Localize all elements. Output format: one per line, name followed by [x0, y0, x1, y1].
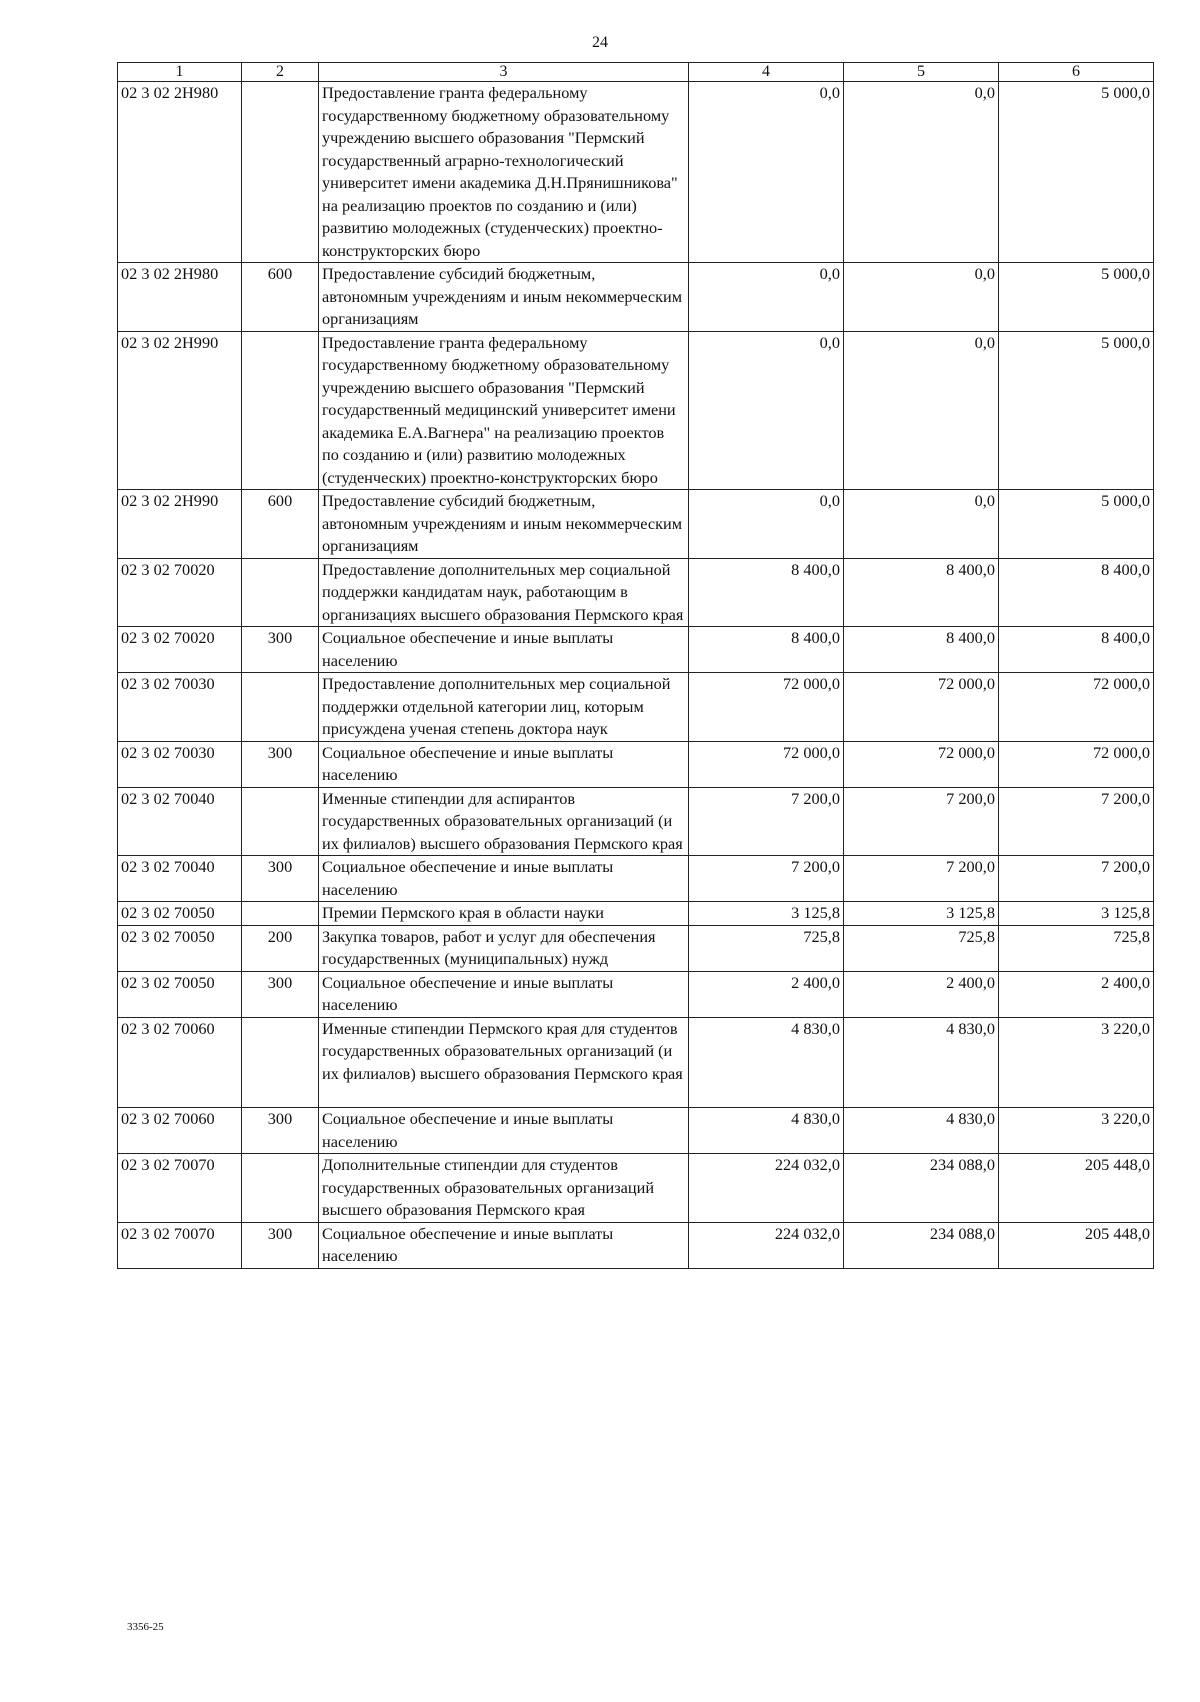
cell-value-6: 205 448,0 [999, 1222, 1154, 1268]
cell-code: 02 3 02 70050 [118, 902, 242, 926]
cell-value-6: 72 000,0 [999, 741, 1154, 787]
cell-value-4: 224 032,0 [689, 1154, 844, 1223]
cell-value-6: 3 220,0 [999, 1017, 1154, 1108]
cell-expense-type [242, 902, 319, 926]
cell-value-6: 205 448,0 [999, 1154, 1154, 1223]
cell-value-6: 7 200,0 [999, 787, 1154, 856]
table-row [118, 787, 1154, 856]
cell-expense-type [242, 787, 319, 856]
cell-value-4: 8 400,0 [689, 558, 844, 627]
cell-expense-type: 300 [242, 1108, 319, 1154]
cell-code: 02 3 02 70050 [118, 971, 242, 1017]
cell-description: Премии Пермского края в области науки [319, 902, 689, 926]
cell-value-5: 4 830,0 [844, 1017, 999, 1108]
table-row [118, 263, 1154, 332]
cell-code: 02 3 02 70020 [118, 627, 242, 673]
cell-expense-type: 300 [242, 627, 319, 673]
cell-value-5: 0,0 [844, 82, 999, 263]
table-row [118, 82, 1154, 263]
column-header-6: 6 [999, 63, 1154, 82]
budget-table [117, 62, 1154, 1269]
cell-value-5: 7 200,0 [844, 787, 999, 856]
cell-expense-type [242, 331, 319, 490]
page-number: 24 [592, 34, 608, 51]
cell-expense-type [242, 82, 319, 263]
cell-value-4: 72 000,0 [689, 673, 844, 742]
cell-value-5: 7 200,0 [844, 856, 999, 902]
cell-value-6: 725,8 [999, 925, 1154, 971]
cell-value-5: 8 400,0 [844, 558, 999, 627]
table-row [118, 902, 1154, 926]
cell-expense-type: 200 [242, 925, 319, 971]
cell-code: 02 3 02 2Н980 [118, 82, 242, 263]
cell-value-6: 5 000,0 [999, 263, 1154, 332]
table-row [118, 1017, 1154, 1108]
cell-description: Дополнительные стипендии для студентов государственных образовательных организаций высшего образования Пермского края [319, 1154, 689, 1223]
cell-value-6: 2 400,0 [999, 971, 1154, 1017]
cell-description: Предоставление субсидий бюджетным, автономным учреждениям и иным некоммерческим организациям [319, 490, 689, 559]
cell-value-6: 8 400,0 [999, 558, 1154, 627]
cell-description: Предоставление гранта федеральному государственному бюджетному образовательному учреждению высшего образования "Пермский государственный медицинский университет имени академика Е.А.Вагнера" на реализацию проектов по созданию и (или) развитию молодежных (студенческих) проектно-конструкторских бюро [319, 331, 689, 490]
table-row [118, 627, 1154, 673]
cell-code: 02 3 02 70040 [118, 787, 242, 856]
cell-description: Социальное обеспечение и иные выплаты населению [319, 741, 689, 787]
cell-code: 02 3 02 70070 [118, 1154, 242, 1223]
cell-expense-type [242, 1017, 319, 1108]
cell-value-4: 7 200,0 [689, 856, 844, 902]
cell-code: 02 3 02 70030 [118, 741, 242, 787]
column-header-5: 5 [844, 63, 999, 82]
cell-expense-type: 300 [242, 741, 319, 787]
cell-expense-type: 600 [242, 263, 319, 332]
cell-value-5: 4 830,0 [844, 1108, 999, 1154]
cell-description: Предоставление дополнительных мер социальной поддержки отдельной категории лиц, которым присуждена ученая степень доктора наук [319, 673, 689, 742]
cell-description: Социальное обеспечение и иные выплаты населению [319, 627, 689, 673]
table-row [118, 490, 1154, 559]
cell-value-4: 8 400,0 [689, 627, 844, 673]
table-row [118, 856, 1154, 902]
table-row [118, 673, 1154, 742]
cell-value-4: 3 125,8 [689, 902, 844, 926]
cell-code: 02 3 02 70070 [118, 1222, 242, 1268]
cell-value-5: 72 000,0 [844, 673, 999, 742]
cell-value-4: 4 830,0 [689, 1017, 844, 1108]
table-row [118, 971, 1154, 1017]
cell-value-5: 8 400,0 [844, 627, 999, 673]
cell-code: 02 3 02 2Н980 [118, 263, 242, 332]
column-header-4: 4 [689, 63, 844, 82]
cell-description: Социальное обеспечение и иные выплаты населению [319, 1222, 689, 1268]
cell-value-5: 234 088,0 [844, 1222, 999, 1268]
cell-value-5: 0,0 [844, 490, 999, 559]
cell-description: Именные стипендии Пермского края для студентов государственных образовательных организаций (и их филиалов) высшего образования Пермского края [319, 1017, 689, 1108]
cell-code: 02 3 02 70050 [118, 925, 242, 971]
cell-code: 02 3 02 70030 [118, 673, 242, 742]
table-row [118, 331, 1154, 490]
cell-code: 02 3 02 70060 [118, 1108, 242, 1154]
cell-code: 02 3 02 70020 [118, 558, 242, 627]
cell-expense-type [242, 558, 319, 627]
cell-expense-type: 300 [242, 1222, 319, 1268]
cell-value-5: 725,8 [844, 925, 999, 971]
cell-value-6: 7 200,0 [999, 856, 1154, 902]
cell-value-6: 72 000,0 [999, 673, 1154, 742]
cell-value-6: 5 000,0 [999, 490, 1154, 559]
cell-value-6: 3 220,0 [999, 1108, 1154, 1154]
column-header-2: 2 [242, 63, 319, 82]
cell-value-4: 224 032,0 [689, 1222, 844, 1268]
cell-expense-type: 300 [242, 971, 319, 1017]
cell-expense-type [242, 673, 319, 742]
cell-description: Социальное обеспечение и иные выплаты населению [319, 1108, 689, 1154]
cell-code: 02 3 02 70060 [118, 1017, 242, 1108]
cell-value-4: 4 830,0 [689, 1108, 844, 1154]
table-row [118, 1108, 1154, 1154]
cell-value-4: 7 200,0 [689, 787, 844, 856]
table-row [118, 741, 1154, 787]
table-row [118, 1222, 1154, 1268]
cell-value-4: 0,0 [689, 82, 844, 263]
cell-description: Социальное обеспечение и иные выплаты населению [319, 856, 689, 902]
cell-value-4: 2 400,0 [689, 971, 844, 1017]
cell-value-4: 725,8 [689, 925, 844, 971]
cell-value-5: 0,0 [844, 263, 999, 332]
cell-value-5: 2 400,0 [844, 971, 999, 1017]
cell-expense-type: 300 [242, 856, 319, 902]
column-header-1: 1 [118, 63, 242, 82]
header-row [118, 63, 1154, 82]
table-row [118, 1154, 1154, 1223]
cell-value-6: 3 125,8 [999, 902, 1154, 926]
cell-value-5: 3 125,8 [844, 902, 999, 926]
document-code: 3356-25 [127, 1621, 164, 1633]
cell-value-5: 0,0 [844, 331, 999, 490]
cell-description: Предоставление субсидий бюджетным, автономным учреждениям и иным некоммерческим организациям [319, 263, 689, 332]
cell-code: 02 3 02 2Н990 [118, 331, 242, 490]
cell-expense-type [242, 1154, 319, 1223]
cell-code: 02 3 02 2Н990 [118, 490, 242, 559]
cell-code: 02 3 02 70040 [118, 856, 242, 902]
table-row [118, 558, 1154, 627]
cell-value-4: 0,0 [689, 490, 844, 559]
column-header-3: 3 [319, 63, 689, 82]
cell-value-4: 72 000,0 [689, 741, 844, 787]
cell-description: Именные стипендии для аспирантов государственных образовательных организаций (и их филиалов) высшего образования Пермского края [319, 787, 689, 856]
cell-value-5: 234 088,0 [844, 1154, 999, 1223]
cell-description: Предоставление гранта федеральному государственному бюджетному образовательному учреждению высшего образования "Пермский государственный аграрно-технологический университет имени академика Д.Н.Прянишникова" на реализацию проектов по созданию и (или) развитию молодежных (студенческих) проектно-конструкторских бюро [319, 82, 689, 263]
cell-value-6: 5 000,0 [999, 82, 1154, 263]
cell-value-5: 72 000,0 [844, 741, 999, 787]
cell-description: Предоставление дополнительных мер социальной поддержки кандидатам наук, работающим в организациях высшего образования Пермского края [319, 558, 689, 627]
table-row [118, 925, 1154, 971]
cell-value-6: 8 400,0 [999, 627, 1154, 673]
cell-expense-type: 600 [242, 490, 319, 559]
cell-description: Закупка товаров, работ и услуг для обеспечения государственных (муниципальных) нужд [319, 925, 689, 971]
cell-value-6: 5 000,0 [999, 331, 1154, 490]
cell-description: Социальное обеспечение и иные выплаты населению [319, 971, 689, 1017]
cell-value-4: 0,0 [689, 331, 844, 490]
cell-value-4: 0,0 [689, 263, 844, 332]
